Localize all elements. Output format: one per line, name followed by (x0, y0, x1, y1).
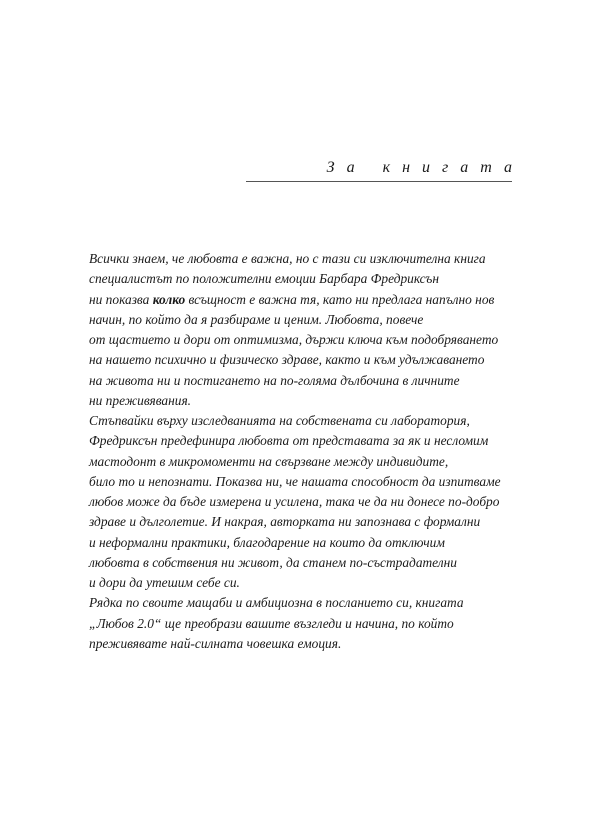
text-line: преживявате най-силната човешка емоция. (89, 635, 342, 651)
text-segment: ни показва (89, 291, 153, 307)
text-line: Фредриксън предефинира любовта от представата за як и несломим (89, 433, 489, 449)
text-line (89, 290, 519, 310)
text-line: специалистът по положителни емоции Барбара Фредриксън (89, 271, 439, 287)
text-line: било то и непознати. Показва ни, че нашата способност да изпитваме (89, 473, 501, 489)
text-line: Всички знаем, че любовта е важна, но с тази си изключителна книга (89, 251, 486, 266)
text-line: Стъпвайки върху изследванията на собствената си лаборатория, (89, 413, 470, 428)
text-line: ни преживявания. (89, 392, 192, 408)
text-line: от щастието и дори от оптимизма, държи ключа към подобряването (89, 332, 499, 347)
page-title: За книгата (326, 159, 524, 176)
text-segment: всъщност е важна тя, като ни предлага напълно нов (185, 291, 495, 307)
text-line: „Любов 2.0“ ще преобрази вашите възгледи и начина, по който (89, 615, 454, 631)
text-line: на живота ни и постигането на по-голяма дълбочина в личните (89, 372, 460, 388)
text-line: любов може да бъде измерена и усилена, така че да ни донесе по-добро (89, 494, 500, 509)
text-line: и дори да утешим себе си. (89, 575, 240, 590)
emphasized-word: колко (152, 291, 186, 307)
text-line: Рядка по своите мащаби и амбициозна в посланието си, книгата (89, 595, 464, 611)
text-line: на нашето психично и физическо здраве, както и към удължаването (89, 352, 485, 368)
text-line: любовта в собствения ни живот, да станем по-състрадателни (89, 554, 457, 570)
text-line: здраве и дълголетие. И накрая, авторката ни запознава с формални (89, 514, 481, 530)
text-line: начин, по който да я разбираме и ценим. Любовта, повече (89, 311, 424, 327)
text-line: и неформални практики, благодарение на които да отключим (89, 534, 445, 550)
title-underline (246, 181, 512, 182)
text-line: мастодонт в микромоменти на свързване между индивидите, (89, 453, 449, 469)
body-paragraphs (89, 249, 519, 654)
